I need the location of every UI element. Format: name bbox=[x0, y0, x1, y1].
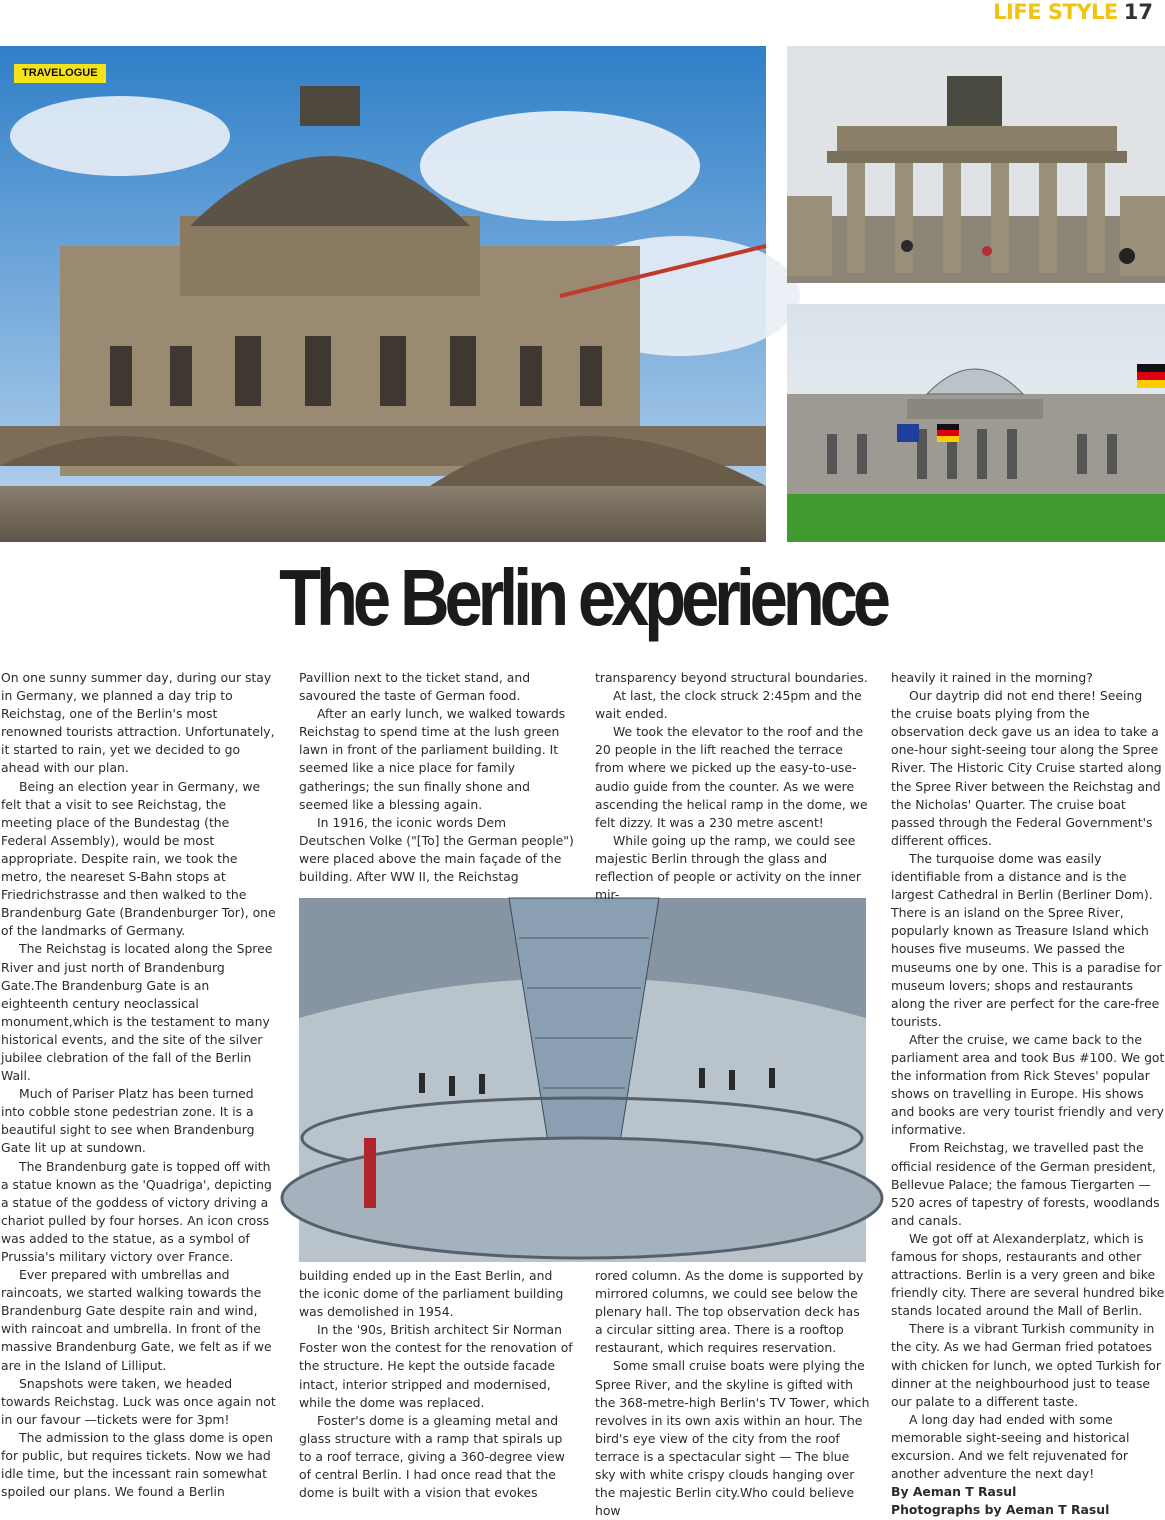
paragraph: Foster's dome is a gleaming metal and glass structure with a ramp that spirals up to a roof terrace, giving a 360-degree view of central Berlin. I had once read that the dome is built with a vision that evokes bbox=[299, 1412, 565, 1501]
paragraph: The turquoise dome was easily identifiable from a distance and is the largest Cathedral in Berlin (Berliner Dom). There is an island on the Spree River, popularly known as Treasure Island which houses five museums. We passed the museums one by one. This is a paradise for museum lovers; shops and restaurants along the river are perfect for the care-free tourists. bbox=[891, 850, 1162, 1029]
paragraph: After the cruise, we came back to the parliament area and took Bus #100. We got the information from Rick Steves' popular shows on travelling in Europe. His shows and books are very tourist friendly and very informative. bbox=[891, 1031, 1165, 1138]
paragraph: There is a vibrant Turkish community in the city. As we had German fried potatoes with chicken for lunch, we opted Turkish for dinner at the neighbourhood just to tease our palate to a different taste. bbox=[891, 1321, 1161, 1409]
page-number: 17 bbox=[1123, 0, 1153, 24]
paragraph: transparency beyond structural boundaries. bbox=[595, 670, 868, 685]
paragraph: Being an election year in Germany, we felt that a visit to see Reichstag, the meeting place of the Bundestag (the Federal Assembly), would be most appropriate. Despite rain, we took the metro, the neareset S-Bahn stops at Friedrichstrasse and then walked to the Brandenburg Gate (Brandenburger Tor), one of the landmarks of Germany. bbox=[1, 778, 276, 939]
paragraph: A long day had ended with some memorable sight-seeing and historical excursion. And we felt rejuvenated for another adventure the next day! bbox=[891, 1411, 1130, 1482]
article-column-4 bbox=[891, 669, 1165, 1519]
article-column-1 bbox=[1, 669, 276, 1501]
paragraph: Snapshots were taken, we headed towards Reichstag. Luck was once again not in our favour —tickets were for 3pm! bbox=[1, 1375, 276, 1427]
paragraph: heavily it rained in the morning? bbox=[891, 670, 1093, 685]
bode-museum-photo bbox=[0, 46, 766, 542]
page-header bbox=[993, 0, 1153, 28]
paragraph: In the '90s, British architect Sir Norman Foster won the contest for the renovation of the structure. He kept the outside facade intact, interior stripped and modernised, while the dome was replaced. bbox=[299, 1322, 573, 1410]
paragraph: We got off at Alexanderplatz, which is famous for shops, restaurants and other attractions. Berlin is a very green and bike friendly city. There are several hundred bike stands located around the Mall of Berlin. bbox=[891, 1230, 1165, 1319]
paragraph: From Reichstag, we travelled past the official residence of the German president, Bellevue Palace; the famous Tiergarten — 520 acres of tapestry of forests, woodlands and canals. bbox=[891, 1140, 1160, 1228]
travelogue-tag: TRAVELOGUE bbox=[14, 64, 106, 83]
paragraph: Some small cruise boats were plying the Spree River, and the skyline is gifted with the 368-metre-high Berlin's TV Tower, which revolves in its own axis within an hour. The bird's eye view of the city from the roof terrace is a spectacular sight — The blue sky with white crispy clouds hanging over the majestic Berlin city.Who could believe how bbox=[595, 1358, 870, 1519]
paragraph: Our daytrip did not end there! Seeing the cruise boats plying from the observation deck gave us an idea to take a one-hour sight-seeing tour along the Spree River. The Historic City Cruise started along the Spree River between the Reichstag and the Nicholas' Quarter. The cruise boat passed through the Federal Government's different offices. bbox=[891, 688, 1162, 848]
article-column-3-bottom bbox=[595, 1267, 870, 1520]
paragraph: While going up the ramp, we could see majestic Berlin through the glass and reflection of people or activity on the inner mir- bbox=[595, 832, 861, 903]
paragraph: After an early lunch, we walked towards Reichstag to spend time at the lush green lawn in front of the parliament building. It seemed like a nice place for family gatherings; the sun finally shone and seemed like a blessing again. bbox=[299, 706, 566, 812]
article-column-3-top bbox=[595, 669, 870, 904]
author-byline: By Aeman T Rasul bbox=[891, 1484, 1017, 1500]
photo-credit: Photographs by Aeman T Rasul bbox=[891, 1502, 1110, 1518]
article-column-2-top bbox=[299, 669, 574, 886]
paragraph: At last, the clock struck 2:45pm and the wait ended. bbox=[595, 688, 862, 722]
brandenburg-gate-photo bbox=[787, 46, 1165, 283]
article-column-2-bottom bbox=[299, 1267, 574, 1502]
paragraph: building ended up in the East Berlin, and the iconic dome of the parliament building was demolished in 1954. bbox=[299, 1268, 564, 1320]
paragraph: Much of Pariser Platz has been turned into cobble stone pedestrian zone. It is a beautiful sight to see when Brandenburg Gate lit up at sundown. bbox=[1, 1086, 255, 1156]
paragraph: We took the elevator to the roof and the 20 people in the lift reached the terrace from where we picked up the easy-to-use-audio guide from the counter. As we were ascending the helical ramp in the dome, we felt dizzy. It was a 230 metre ascent! bbox=[595, 724, 868, 830]
paragraph: The Reichstag is located along the Spree River and just north of Brandenburg Gate.The Brandenburg Gate is an eighteenth century neoclassical monument,which is the testament to many historical events, and the site of the silver jubilee clebration of the fall of the Berlin Wall. bbox=[1, 941, 273, 1084]
paragraph: Pavillion next to the ticket stand, and savoured the taste of German food. bbox=[299, 670, 531, 704]
paragraph: In 1916, the iconic words Dem Deutschen Volke ("[To] the German people") were placed above the main façade of the building. After WW II, the Reichstag bbox=[299, 814, 574, 885]
paragraph: The Brandenburg gate is topped off with a statue known as the 'Quadriga', depicting a statue of the goddess of victory driving a chariot pulled by four horses. An icon cross was added to the statue, as a symbol of Prussia's military victory over France. bbox=[1, 1158, 272, 1264]
section-title: LIFE STYLE bbox=[993, 0, 1118, 24]
paragraph: On one sunny summer day, during our stay in Germany, we planned a day trip to Reichstag, one of the Berlin's most renowned tourists attraction. Unfortunately, it started to rain, yet we decided to go ahead with our plan. bbox=[1, 670, 275, 776]
article-headline: The Berlin experience bbox=[279, 553, 886, 642]
paragraph: rored column. As the dome is supported by mirrored columns, we could see below the plenary hall. The top observation deck has a circular sitting area. There is a rooftop restaurant, which requires reservation. bbox=[595, 1268, 864, 1356]
reichstag-photo bbox=[787, 304, 1165, 542]
reichstag-dome-interior-photo bbox=[299, 898, 866, 1262]
paragraph: The admission to the glass dome is open for public, but requires tickets. Now we had idle time, but the incessant rain somewhat spoiled our plans. We found a Berlin bbox=[1, 1429, 273, 1500]
paragraph: Ever prepared with umbrellas and raincoats, we started walking towards the Brandenburg Gate despite rain and wind, with raincoat and umbrella. In front of the massive Brandenburg Gate, we felt as if we are in the Island of Lilliput. bbox=[1, 1267, 272, 1373]
